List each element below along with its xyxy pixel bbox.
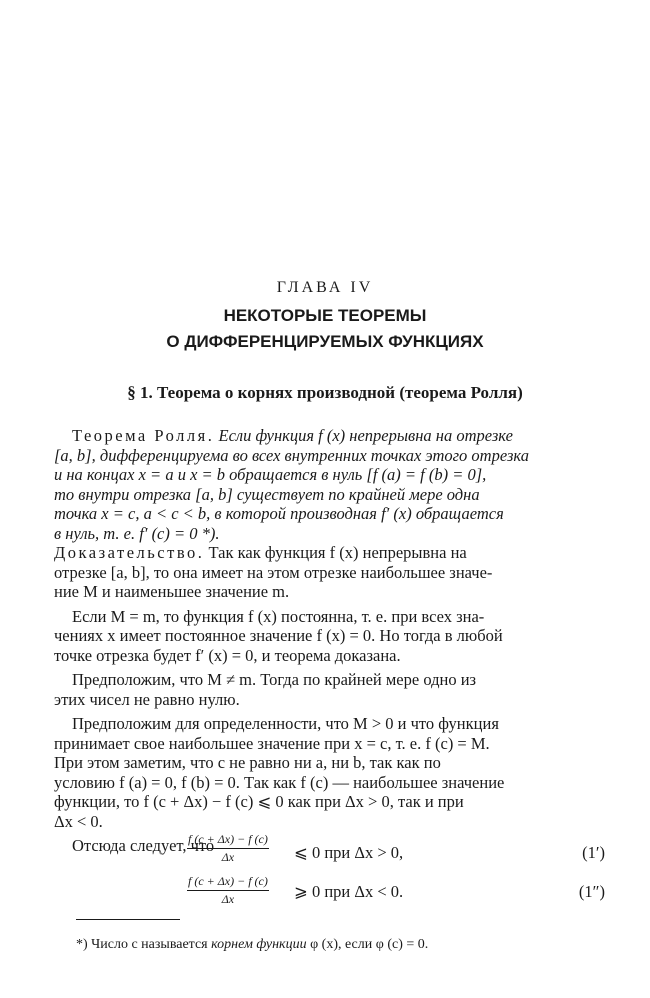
equation-number: (1″) bbox=[578, 882, 605, 901]
body-text bbox=[54, 426, 607, 856]
relation: ⩽ 0 при Δx > 0, bbox=[294, 843, 404, 862]
chapter-title-line-2: О ДИФФЕРЕНЦИРУЕМЫХ ФУНКЦИЯХ bbox=[166, 332, 484, 351]
paragraph bbox=[54, 714, 607, 831]
theorem-line: точка x = c, a < c < b, в которой производная f′ (x) обращается bbox=[54, 504, 504, 523]
fraction bbox=[187, 832, 269, 865]
proof-line: ние M и наименьшее значение m. bbox=[54, 582, 290, 601]
paragraph-line: Предположим для определенности, что M > 0 и что функция bbox=[72, 714, 499, 733]
paragraph bbox=[54, 670, 607, 709]
paragraph-line: Если M = m, то функция f (x) постоянна, т. е. при всех зна- bbox=[72, 606, 485, 626]
paragraph bbox=[54, 606, 607, 666]
paragraph-line: Отсюда следует, что bbox=[72, 836, 215, 855]
proof-label: Доказательство. bbox=[54, 543, 205, 562]
equation-number: (1′) bbox=[582, 843, 605, 862]
paragraph-line: функции, то f (c + Δx) − f (c) ⩽ 0 как при Δx > 0, так и при bbox=[54, 792, 464, 811]
denominator: Δx bbox=[221, 892, 235, 906]
paragraph-line: этих чисел не равно нулю. bbox=[54, 689, 240, 709]
footnote-mark: *) bbox=[76, 937, 88, 952]
proof-paragraph bbox=[54, 543, 607, 602]
numerator: f (c + Δx) − f (c) bbox=[187, 874, 269, 891]
theorem-line: в нуль, т. е. f′ (c) = 0 *). bbox=[54, 523, 220, 543]
footnote-text: φ (x), если φ (c) = 0. bbox=[310, 937, 429, 952]
denominator: Δx bbox=[221, 850, 235, 864]
theorem-line: то внутри отрезка [a, b] существует по крайней мере одна bbox=[54, 484, 480, 504]
footnote bbox=[76, 937, 616, 953]
theorem-paragraph bbox=[54, 426, 607, 543]
relation: ⩾ 0 при Δx < 0. bbox=[294, 882, 404, 901]
paragraph-line: условию f (a) = 0, f (b) = 0. Так как f (c) — наибольшее значение bbox=[54, 772, 505, 792]
footnote-text: Число c называется bbox=[91, 937, 208, 952]
theorem-label: Теорема Ролля. bbox=[72, 426, 215, 445]
theorem-line: и на концах x = a и x = b обращается в нуль [f (a) = f (b) = 0], bbox=[54, 465, 487, 484]
section-title: § 1. Теорема о корнях производной (теорема Ролля) bbox=[127, 383, 523, 402]
paragraph-line: Предположим, что M ≠ m. Тогда по крайней мере одно из bbox=[72, 670, 477, 689]
theorem-line: [a, b], дифференцируема во всех внутренних точках этого отрезка bbox=[54, 445, 529, 465]
chapter-title bbox=[0, 303, 650, 355]
chapter-title-line-1: НЕКОТОРЫЕ ТЕОРЕМЫ bbox=[223, 306, 427, 325]
footnote-term: корнем функции bbox=[211, 937, 307, 952]
paragraph-line: Δx < 0. bbox=[54, 811, 103, 831]
proof-line: Так как функция f (x) непрерывна на bbox=[208, 543, 467, 562]
footnote-rule bbox=[76, 919, 180, 920]
proof-line: отрезке [a, b], то она имеет на этом отрезке наибольшее значе- bbox=[54, 562, 493, 582]
paragraph-line: При этом заметим, что c не равно ни a, ни b, так как по bbox=[54, 753, 441, 772]
numerator: f (c + Δx) − f (c) bbox=[187, 832, 269, 849]
chapter-number: ГЛАВА IV bbox=[276, 279, 374, 296]
fraction bbox=[187, 874, 269, 907]
paragraph-line: принимает свое наибольшее значение при x = c, т. е. f (c) = M. bbox=[54, 733, 490, 753]
theorem-line: Если функция f (x) непрерывна на отрезке bbox=[218, 426, 513, 445]
paragraph-line: чениях x имеет постоянное значение f (x) = 0. Но тогда в любой bbox=[54, 626, 503, 645]
paragraph-line: точке отрезка будет f′ (x) = 0, и теорема доказана. bbox=[54, 645, 401, 665]
